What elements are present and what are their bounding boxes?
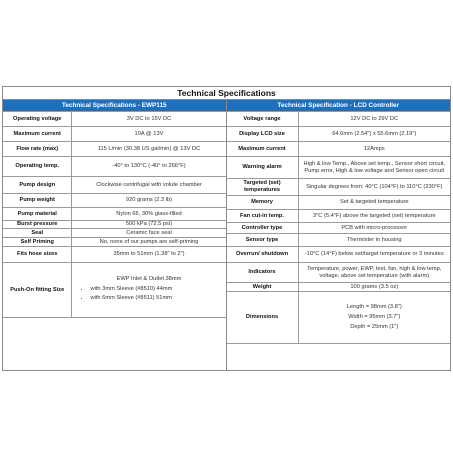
spec-row (227, 142, 451, 157)
spec-row (227, 210, 451, 223)
spec-value: -10°C (14°F) below set/target temperature or 3 minutes (298, 247, 450, 263)
spec-value: 12Amps (298, 142, 450, 157)
spec-value: 12V DC to 29V DC (298, 112, 450, 127)
spec-label: Burst pressure (3, 221, 72, 229)
spec-label: Maximum current (3, 127, 72, 142)
spec-row (3, 127, 226, 142)
spec-sheet (2, 86, 451, 371)
spec-label: Self Priming (3, 238, 72, 247)
spec-label: Display LCD size (227, 127, 299, 142)
spec-label: Pump material (3, 208, 72, 221)
ewp115-table (3, 111, 226, 318)
spec-label: Voltage range (227, 112, 299, 127)
page-title: Technical Specifications (3, 87, 450, 100)
spec-row (3, 142, 226, 157)
spec-value: -40° to 130°C (-40° to 266°F) (72, 157, 226, 177)
spec-label: Indicators (227, 263, 299, 283)
spec-value: Nylon 66, 30% glass-filled (72, 208, 226, 221)
spec-row (227, 112, 451, 127)
spec-value: Temperature, power, EWP, test, fan, high & low temp, voltage, above set temperature (with alarm) (298, 263, 450, 283)
spec-row (3, 247, 226, 263)
spec-label: Sensor type (227, 234, 299, 247)
spec-row (3, 238, 226, 247)
sleeve-list (74, 286, 223, 302)
spec-label: Warning alarm (227, 157, 299, 179)
spec-value: Set & targeted temperature (298, 196, 450, 210)
lcd-controller-column (227, 100, 451, 371)
spec-value: High & low Temp., Above set temp., Sensor short circuit, Pump error, High & low voltage and Sensor open circuit (298, 157, 450, 179)
spec-label: Maximum current (227, 142, 299, 157)
spec-value: 64.6mm (2.54") x 55.6mm (2.19") (298, 127, 450, 142)
spec-row (3, 157, 226, 177)
spec-row (3, 221, 226, 229)
spec-label: Weight (227, 283, 299, 292)
spec-row (227, 234, 451, 247)
spec-row (227, 247, 451, 263)
spec-value: 10A @ 13V (72, 127, 226, 142)
spec-value: 3°C (5.4°F) above the targeted (set) temperature (298, 210, 450, 223)
spec-row (227, 263, 451, 283)
spec-value: Thermister in housing (298, 234, 450, 247)
spec-value: PCB with micro-processor (298, 223, 450, 234)
spec-label: Pump weight (3, 194, 72, 208)
sleeve-item: • with 6mm Sleeve (#8511) 51mm (90, 295, 223, 302)
spec-value: 920 grams (2.3 lb) (72, 194, 226, 208)
spec-label: Operating temp. (3, 157, 72, 177)
lcd-controller-table (227, 111, 451, 344)
dimensions-value (298, 292, 450, 344)
spec-row-dimensions (227, 292, 451, 344)
spec-row (3, 229, 226, 238)
spec-label: Pump design (3, 177, 72, 194)
spec-value: No, none of our pumps are self-priming (72, 238, 226, 247)
spec-row (227, 283, 451, 292)
spec-row (3, 177, 226, 194)
spec-row (3, 208, 226, 221)
spec-label: Fan cut-in temp. (227, 210, 299, 223)
spec-value: 100 grams (3.5 oz) (298, 283, 450, 292)
fitting-value (72, 263, 226, 318)
spec-label: Seal (3, 229, 72, 238)
spec-row-fitting (3, 263, 226, 318)
spec-value: 115 L/min (30.38 US gal/min) @ 13V DC (72, 142, 226, 157)
spec-row (227, 179, 451, 196)
spec-value: Singular degrees from: 40°C (104°F) to 110°C (230°F) (298, 179, 450, 196)
sleeve-item: • with 3mm Sleeve (#8510) 44mm (90, 286, 223, 293)
spec-row (227, 127, 451, 142)
spec-label: Overrun/ shutdown (227, 247, 299, 263)
spec-row (227, 157, 451, 179)
spec-value: Ceramic face seal (72, 229, 226, 238)
dimensions-label: Dimensions (227, 292, 299, 344)
spec-row (3, 112, 226, 127)
dimension-line: Depth = 25mm (1") (350, 324, 399, 330)
dimension-line: Length = 98mm (3.8") (346, 304, 402, 310)
spec-value: 500 kPa (72.5 psi) (72, 221, 226, 229)
fitting-label: Push-On fitting Size (3, 263, 72, 318)
spec-label: Controller type (227, 223, 299, 234)
spec-label: Fits hose sizes (3, 247, 72, 263)
dimension-line: Width = 95mm (3.7") (348, 314, 401, 320)
spec-label: Operating voltage (3, 112, 72, 127)
fitting-intro: EWP Inlet & Outlet 38mm (116, 276, 182, 282)
spec-label: Memory (227, 196, 299, 210)
lcd-controller-heading: Technical Specification - LCD Controller (227, 100, 451, 111)
spec-label: Flow rate (max) (3, 142, 72, 157)
spec-row (227, 196, 451, 210)
spec-row (227, 223, 451, 234)
spec-row (3, 194, 226, 208)
spec-value: 35mm to 51mm (1.38" to 2") (72, 247, 226, 263)
ewp115-column (3, 100, 227, 371)
spec-value: 3V DC to 15V DC (72, 112, 226, 127)
ewp115-heading: Technical Specifications - EWP115 (3, 100, 226, 111)
spec-label: Targeted (set) temperatures (227, 179, 299, 196)
spec-value: Clockwise centrifugal with volute chamber (72, 177, 226, 194)
